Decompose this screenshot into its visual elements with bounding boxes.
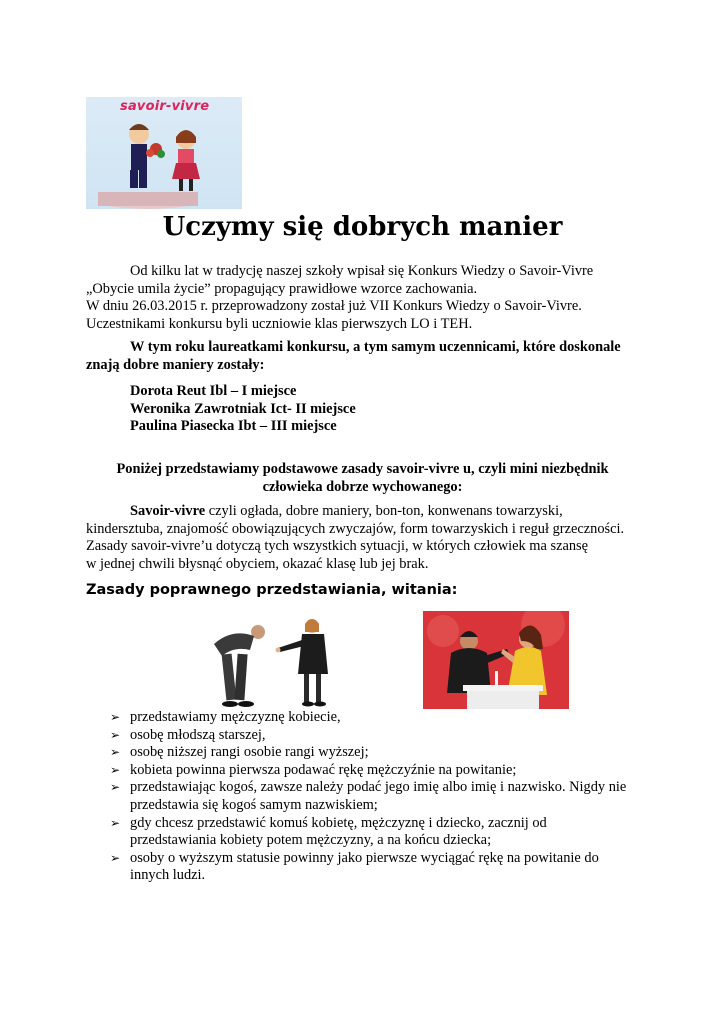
list-item-text-cont: przedstawia się kogoś samym nazwiskiem; <box>130 796 378 813</box>
intro-line-4: Uczestnikami konkursu byli uczniowie klas pierwszych LO i TEH. <box>86 315 473 332</box>
definition-term: Savoir-vivre <box>130 503 206 519</box>
list-item <box>110 850 650 885</box>
illustration-caption: savoir-vivre <box>120 99 210 114</box>
rules-intro-line-1: Poniżej przedstawiamy podstawowe zasady savoir-vivre u, czyli mini niezbędnik <box>116 461 609 477</box>
list-item-text: przedstawiamy mężczyznę kobiecie, <box>130 709 341 725</box>
definition-line-2: kindersztuba, znajomość obowiązujących zwyczajów, form towarzyskich i reguł grzeczności. <box>86 520 625 537</box>
winner-3: Paulina Piasecka Ibt – III miejsce <box>130 418 337 434</box>
definition-paragraph <box>86 503 666 573</box>
arrow-bullet-icon: ➢ <box>110 815 121 830</box>
winner-2: Weronika Zawrotniak Ict- II miejsce <box>130 400 356 417</box>
winners-intro <box>86 339 646 374</box>
winner-1: Dorota Reut Ibl – I miejsce <box>130 383 297 399</box>
savoir-vivre-illustration <box>86 97 242 209</box>
intro-line-2: „Obycie umila życie” propagujący prawidłowe wzorce zachowania. <box>86 280 478 297</box>
arrow-bullet-icon: ➢ <box>110 762 121 777</box>
definition-line-4: w jednej chwili błysnąć obyciem, okazać klasę lub jej brak. <box>86 555 429 572</box>
arrow-bullet-icon: ➢ <box>110 745 121 760</box>
intro-line-1: Od kilku lat w tradycję naszej szkoły wpisał się Konkurs Wiedzy o Savoir-Vivre <box>130 263 594 279</box>
arrow-bullet-icon: ➢ <box>110 710 121 724</box>
dinner-couple-icon <box>423 611 569 709</box>
list-item <box>110 815 650 850</box>
list-item <box>110 709 650 727</box>
greeting-bow-illustration <box>196 614 356 710</box>
list-item-text: kobieta powinna pierwsza podawać rękę mężczyźnie na powitanie; <box>130 761 517 778</box>
list-item-text: osoby o wyższym statusie powinny jako pierwsze wyciągać rękę na powitanie do <box>130 849 599 866</box>
couple-cartoon-icon <box>86 97 242 209</box>
winners-intro-line-1: W tym roku laureatkami konkursu, a tym samym uczennicami, które doskonale <box>130 339 621 355</box>
rules-intro-line-2: człowieka dobrze wychowanego: <box>262 478 463 495</box>
winners-intro-line-2: znają dobre maniery zostały: <box>86 356 265 373</box>
page-title: Uczymy się dobrych manier <box>162 212 563 242</box>
list-item-text: gdy chcesz przedstawić komuś kobietę, mężczyznę i dziecko, zacznij od <box>130 814 547 831</box>
list-item <box>110 727 650 745</box>
arrow-bullet-icon: ➢ <box>110 850 121 865</box>
intro-line-3: W dniu 26.03.2015 r. przeprowadzony został już VII Konkurs Wiedzy o Savoir-Vivre. <box>86 298 582 314</box>
rules-list <box>110 709 650 885</box>
list-item-text-cont: innych ludzi. <box>130 867 206 884</box>
hand-kiss-illustration <box>423 611 569 709</box>
arrow-bullet-icon: ➢ <box>110 727 121 742</box>
rules-intro <box>86 461 639 496</box>
definition-line-1 <box>86 503 666 521</box>
list-item <box>110 744 650 762</box>
list-item-text: przedstawiając kogoś, zawsze należy podać jego imię albo imię i nazwisko. Nigdy nie <box>130 779 627 796</box>
list-item-text: osobę młodszą starszej, <box>130 726 266 743</box>
list-item-text-cont: przedstawiania kobiety potem mężczyzny, a na końcu dziecka; <box>130 832 492 849</box>
winners-list <box>130 383 530 436</box>
intro-paragraph <box>86 263 646 333</box>
definition-line-3: Zasady savoir-vivre’u dotyczą tych wszystkich sytuacji, w których człowiek ma szansę <box>86 538 589 554</box>
list-item <box>110 762 650 780</box>
list-item <box>110 779 650 814</box>
section-heading: Zasady poprawnego przedstawiania, witania: <box>86 582 458 598</box>
arrow-bullet-icon: ➢ <box>110 780 121 795</box>
list-item-text: osobę niższej rangi osobie rangi wyższej; <box>130 744 369 761</box>
definition-line-1-rest: czyli ogłada, dobre maniery, bon-ton, konwenans towarzyski, <box>205 503 563 519</box>
